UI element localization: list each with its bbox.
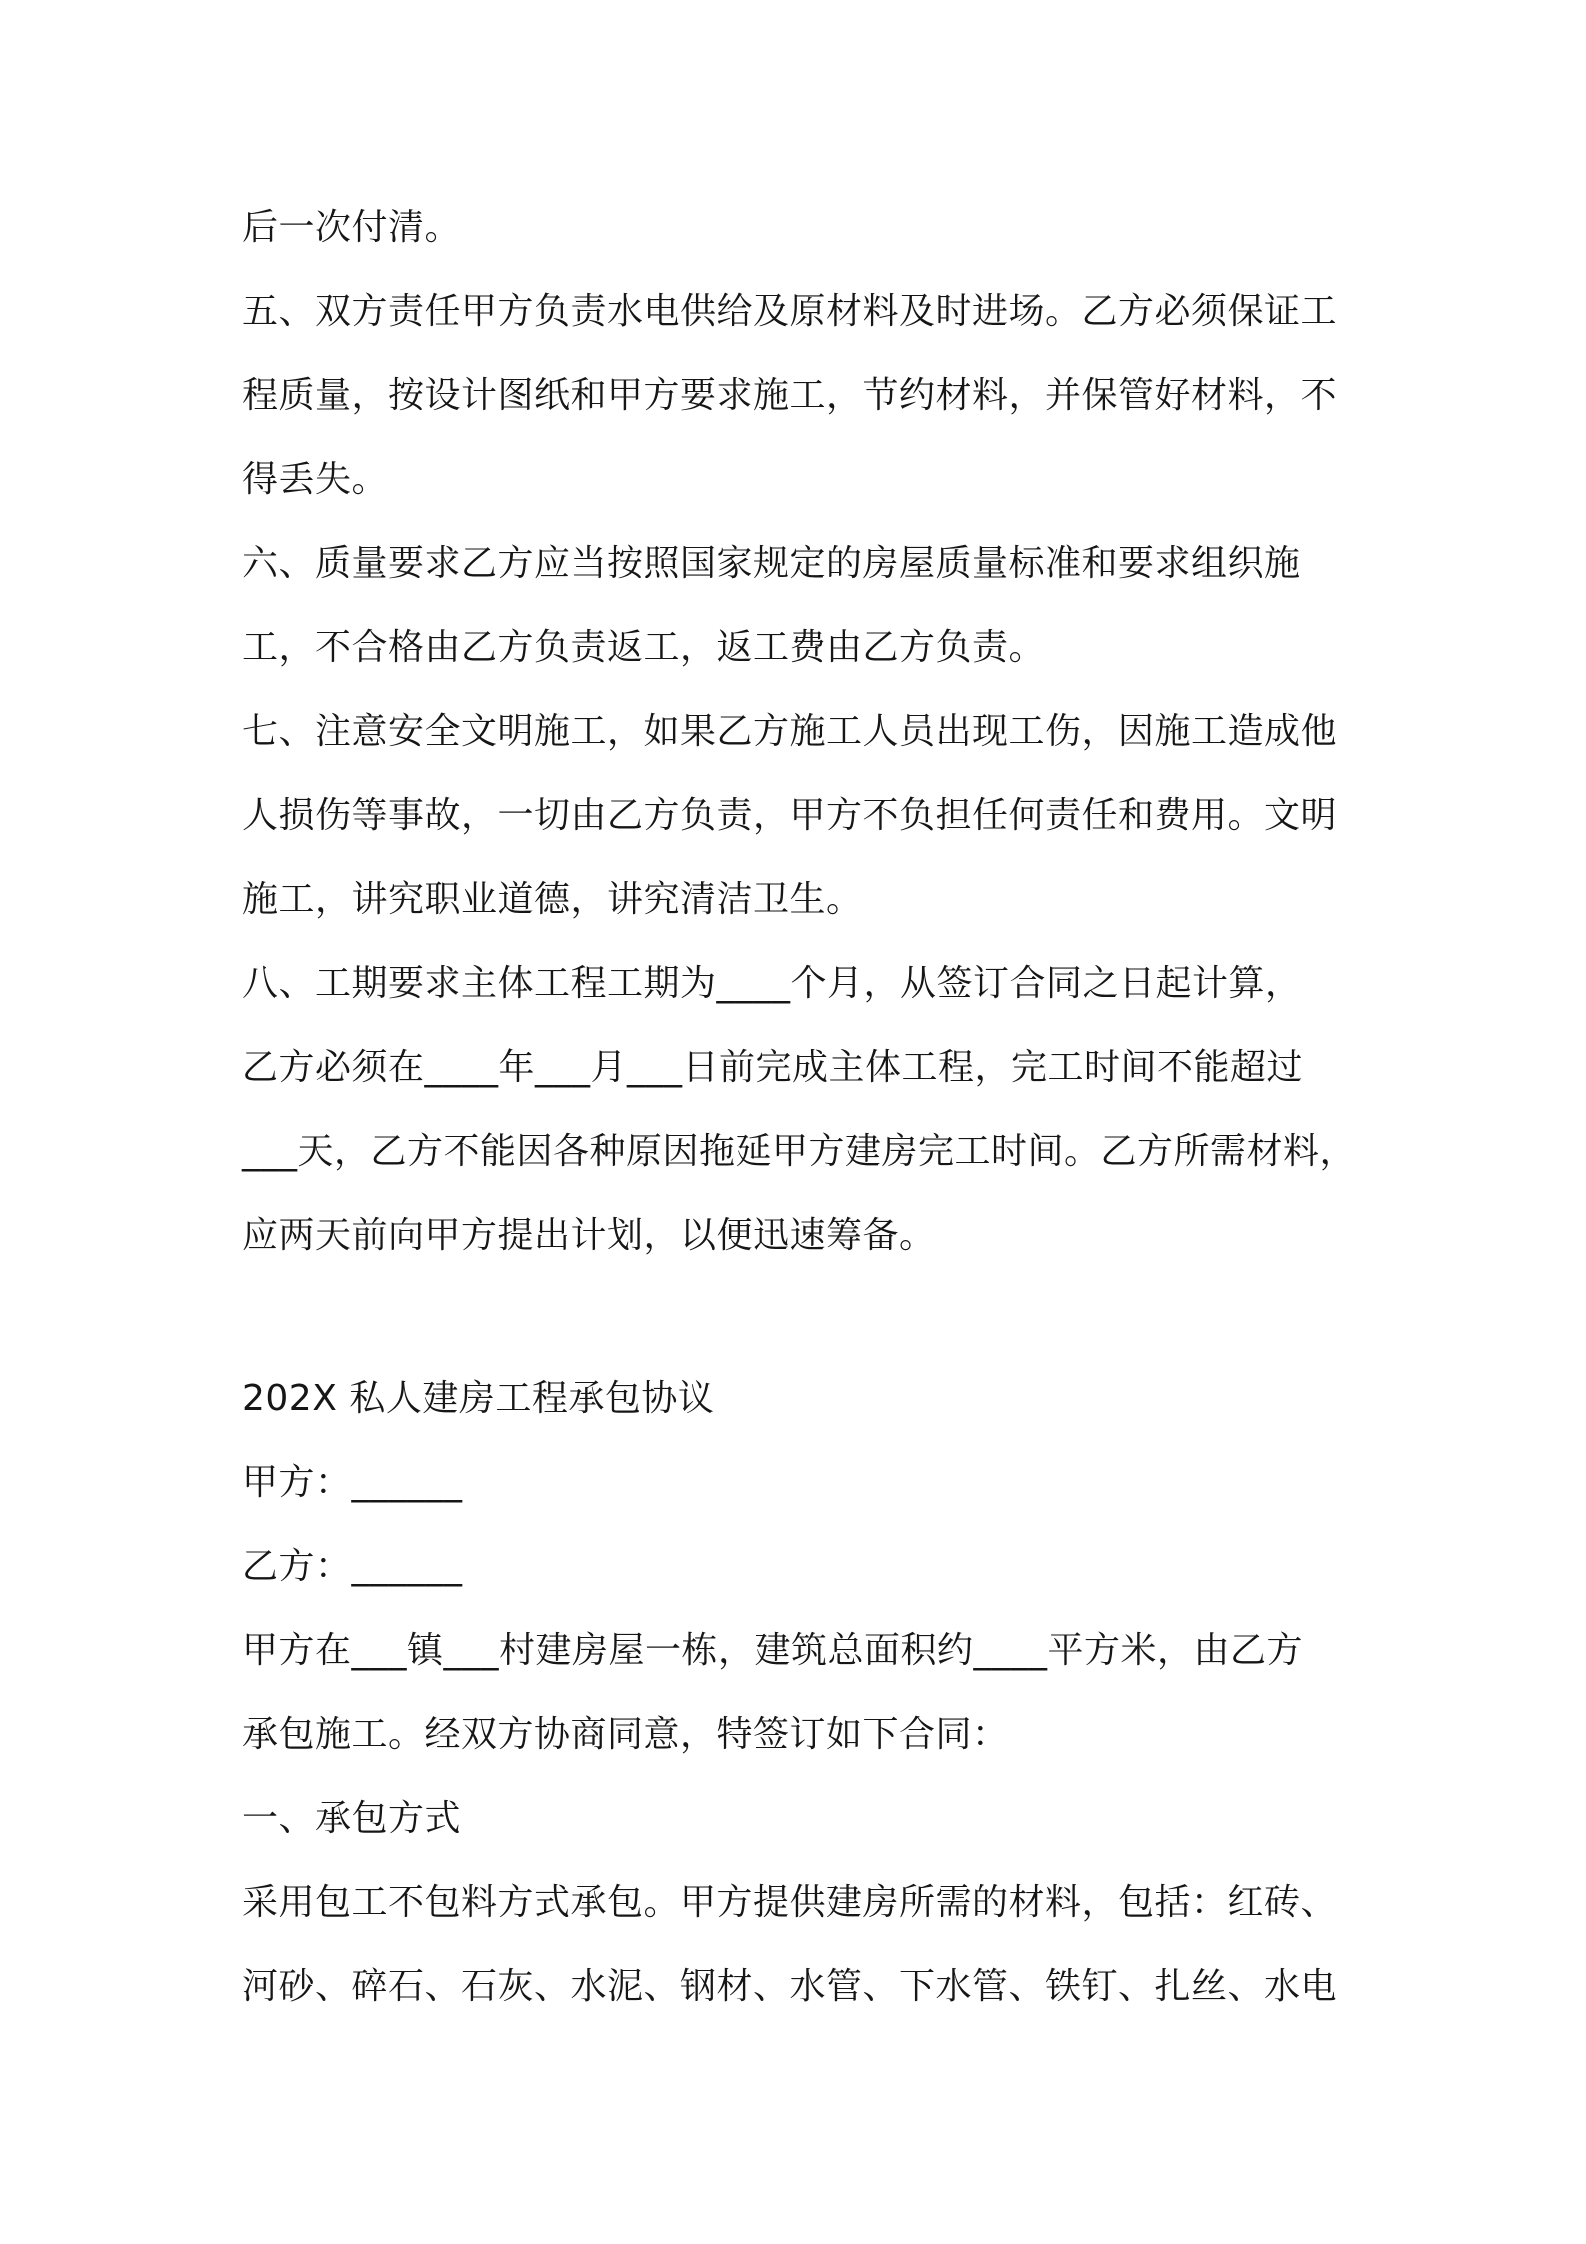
clause-6-line-1: 六、质量要求乙方应当按照国家规定的房屋质量标准和要求组织施 xyxy=(242,543,1301,584)
party-b-line: 乙方：______ xyxy=(242,1546,463,1587)
clause-7-line-1: 七、注意安全文明施工，如果乙方施工人员出现工伤，因施工造成他 xyxy=(242,711,1338,752)
clause-5-line-3: 得丢失。 xyxy=(242,459,389,500)
clause-7-line-3: 施工，讲究职业道德，讲究清洁卫生。 xyxy=(242,879,863,920)
agreement-intro-line-2: 承包施工。经双方协商同意，特签订如下合同： xyxy=(242,1714,1009,1755)
section-1-line-1: 采用包工不包料方式承包。甲方提供建房所需的材料，包括：红砖、 xyxy=(242,1882,1338,1923)
agreement-intro-line-1: 甲方在___镇___村建房屋一栋，建筑总面积约____平方米，由乙方 xyxy=(242,1630,1304,1671)
section-1-line-2: 河砂、碎石、石灰、水泥、钢材、水管、下水管、铁钉、扎丝、水电 xyxy=(242,1966,1338,2007)
clause-8-line-4: 应两天前向甲方提出计划，以便迅速筹备。 xyxy=(242,1215,936,1256)
clause-8-line-1: 八、工期要求主体工程工期为____个月，从签订合同之日起计算， xyxy=(242,963,1302,1004)
clause-7-line-2: 人损伤等事故，一切由乙方负责，甲方不负担任何责任和费用。文明 xyxy=(242,795,1338,836)
text-line-payment-end: 后一次付清。 xyxy=(242,207,462,248)
party-a-line: 甲方：______ xyxy=(242,1462,463,1503)
clause-6-line-2: 工，不合格由乙方负责返工，返工费由乙方负责。 xyxy=(242,627,1046,668)
agreement-title: 202X 私人建房工程承包协议 xyxy=(242,1378,715,1419)
clause-8-line-2: 乙方必须在____年___月___日前完成主体工程，完工时间不能超过 xyxy=(242,1047,1304,1088)
clause-5-line-1: 五、双方责任甲方负责水电供给及原材料及时进场。乙方必须保证工 xyxy=(242,291,1338,332)
clause-8-line-3: ___天，乙方不能因各种原因拖延甲方建房完工时间。乙方所需材料， xyxy=(242,1131,1357,1172)
section-1-heading: 一、承包方式 xyxy=(242,1798,462,1839)
clause-5-line-2: 程质量，按设计图纸和甲方要求施工，节约材料，并保管好材料，不 xyxy=(242,375,1338,416)
